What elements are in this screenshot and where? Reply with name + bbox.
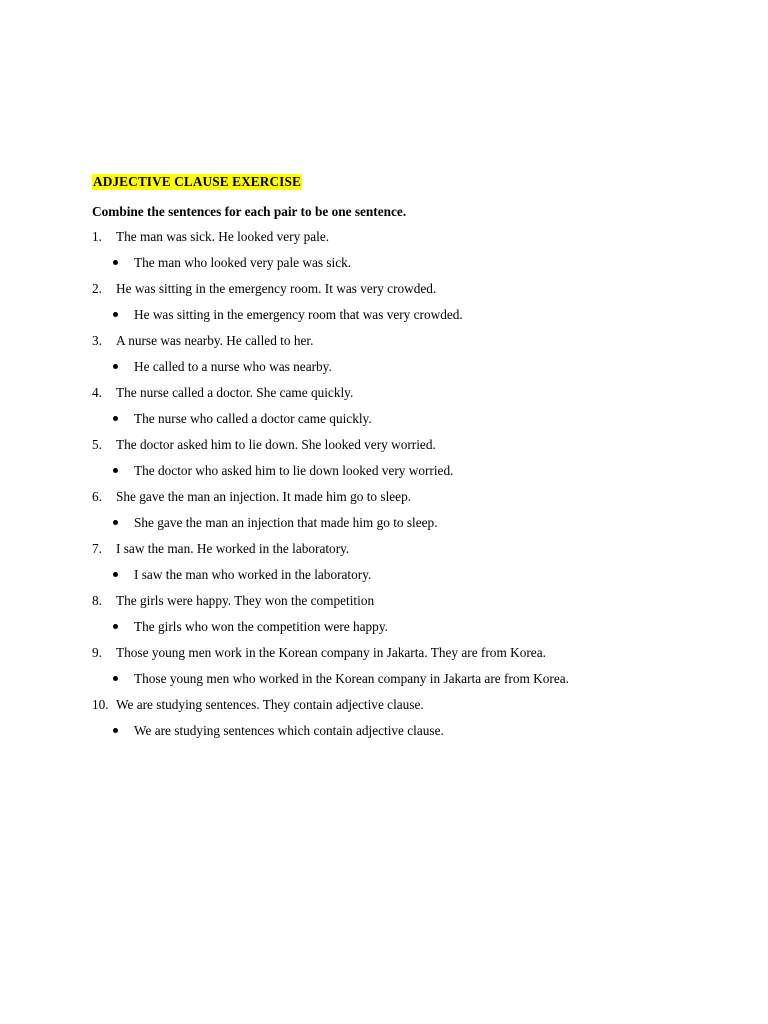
- item-number: 3.: [92, 333, 102, 348]
- exercise-answer: [92, 723, 444, 739]
- bullet-icon: [92, 307, 134, 323]
- item-number: 2.: [92, 281, 102, 296]
- exercise-question: [92, 437, 436, 453]
- exercise-question: [92, 489, 411, 505]
- item-number: 7.: [92, 541, 102, 556]
- answer-text: The man who looked very pale was sick.: [134, 255, 352, 270]
- answer-text: He called to a nurse who was nearby.: [134, 359, 332, 374]
- answer-text: The nurse who called a doctor came quickly.: [134, 411, 372, 426]
- bullet-icon: [92, 567, 134, 583]
- exercise-question: [92, 229, 329, 245]
- exercise-item: [92, 437, 732, 489]
- exercise-item: [92, 541, 732, 593]
- answer-text: The girls who won the competition were happy.: [134, 619, 388, 634]
- answer-text: Those young men who worked in the Korean company in Jakarta are from Korea.: [134, 671, 569, 686]
- exercise-answer: [92, 255, 351, 271]
- exercise-answer: [92, 619, 388, 635]
- exercise-answer: [92, 567, 371, 583]
- answer-text: He was sitting in the emergency room that was very crowded.: [134, 307, 463, 322]
- exercise-item: [92, 697, 732, 749]
- exercise-answer: [92, 515, 438, 531]
- exercise-question: [92, 593, 374, 609]
- item-number: 8.: [92, 593, 102, 608]
- exercise-answer: [92, 411, 372, 427]
- instruction-text: Combine the sentences for each pair to be one sentence.: [92, 204, 407, 219]
- question-text: The nurse called a doctor. She came quickly.: [116, 385, 354, 400]
- exercise-answer: [92, 307, 463, 323]
- bullet-icon: [92, 359, 134, 375]
- bullet-icon: [92, 619, 134, 635]
- question-text: He was sitting in the emergency room. It was very crowded.: [116, 281, 437, 296]
- item-number: 9.: [92, 645, 102, 660]
- answer-text: I saw the man who worked in the laboratory.: [134, 567, 372, 582]
- question-text: I saw the man. He worked in the laboratory.: [116, 541, 350, 556]
- exercise-item: [92, 645, 732, 697]
- question-text: A nurse was nearby. He called to her.: [116, 333, 314, 348]
- exercise-question: [92, 385, 353, 401]
- bullet-icon: [92, 463, 134, 479]
- exercise-answer: [92, 671, 569, 687]
- bullet-icon: [92, 723, 134, 739]
- exercise-question: [92, 541, 349, 557]
- exercise-answer: [92, 463, 453, 479]
- question-text: She gave the man an injection. It made him go to sleep.: [116, 489, 412, 504]
- bullet-icon: [92, 255, 134, 271]
- exercise-item: [92, 385, 732, 437]
- item-number: 1.: [92, 229, 102, 244]
- question-text: The doctor asked him to lie down. She looked very worried.: [116, 437, 436, 452]
- answer-text: The doctor who asked him to lie down looked very worried.: [134, 463, 454, 478]
- exercise-question: [92, 697, 424, 713]
- exercise-answer: [92, 359, 332, 375]
- bullet-icon: [92, 671, 134, 687]
- exercise-item: [92, 229, 732, 281]
- bullet-icon: [92, 515, 134, 531]
- exercise-item: [92, 593, 732, 645]
- exercise-question: [92, 645, 546, 661]
- bullet-icon: [92, 411, 134, 427]
- exercise-question: [92, 281, 436, 297]
- page-title: ADJECTIVE CLAUSE EXERCISE: [93, 174, 301, 189]
- question-text: The man was sick. He looked very pale.: [116, 229, 330, 244]
- exercise-item: [92, 281, 732, 333]
- question-text: The girls were happy. They won the competition: [116, 593, 375, 608]
- answer-text: We are studying sentences which contain adjective clause.: [134, 723, 444, 738]
- answer-text: She gave the man an injection that made him go to sleep.: [134, 515, 438, 530]
- item-number: 4.: [92, 385, 102, 400]
- item-number: 6.: [92, 489, 102, 504]
- question-text: Those young men work in the Korean company in Jakarta. They are from Korea.: [116, 645, 546, 660]
- exercise-item: [92, 489, 732, 541]
- item-number: 10.: [92, 697, 109, 712]
- item-number: 5.: [92, 437, 102, 452]
- exercise-list: [92, 229, 732, 749]
- question-text: We are studying sentences. They contain adjective clause.: [116, 697, 424, 712]
- exercise-question: [92, 333, 313, 349]
- exercise-item: [92, 333, 732, 385]
